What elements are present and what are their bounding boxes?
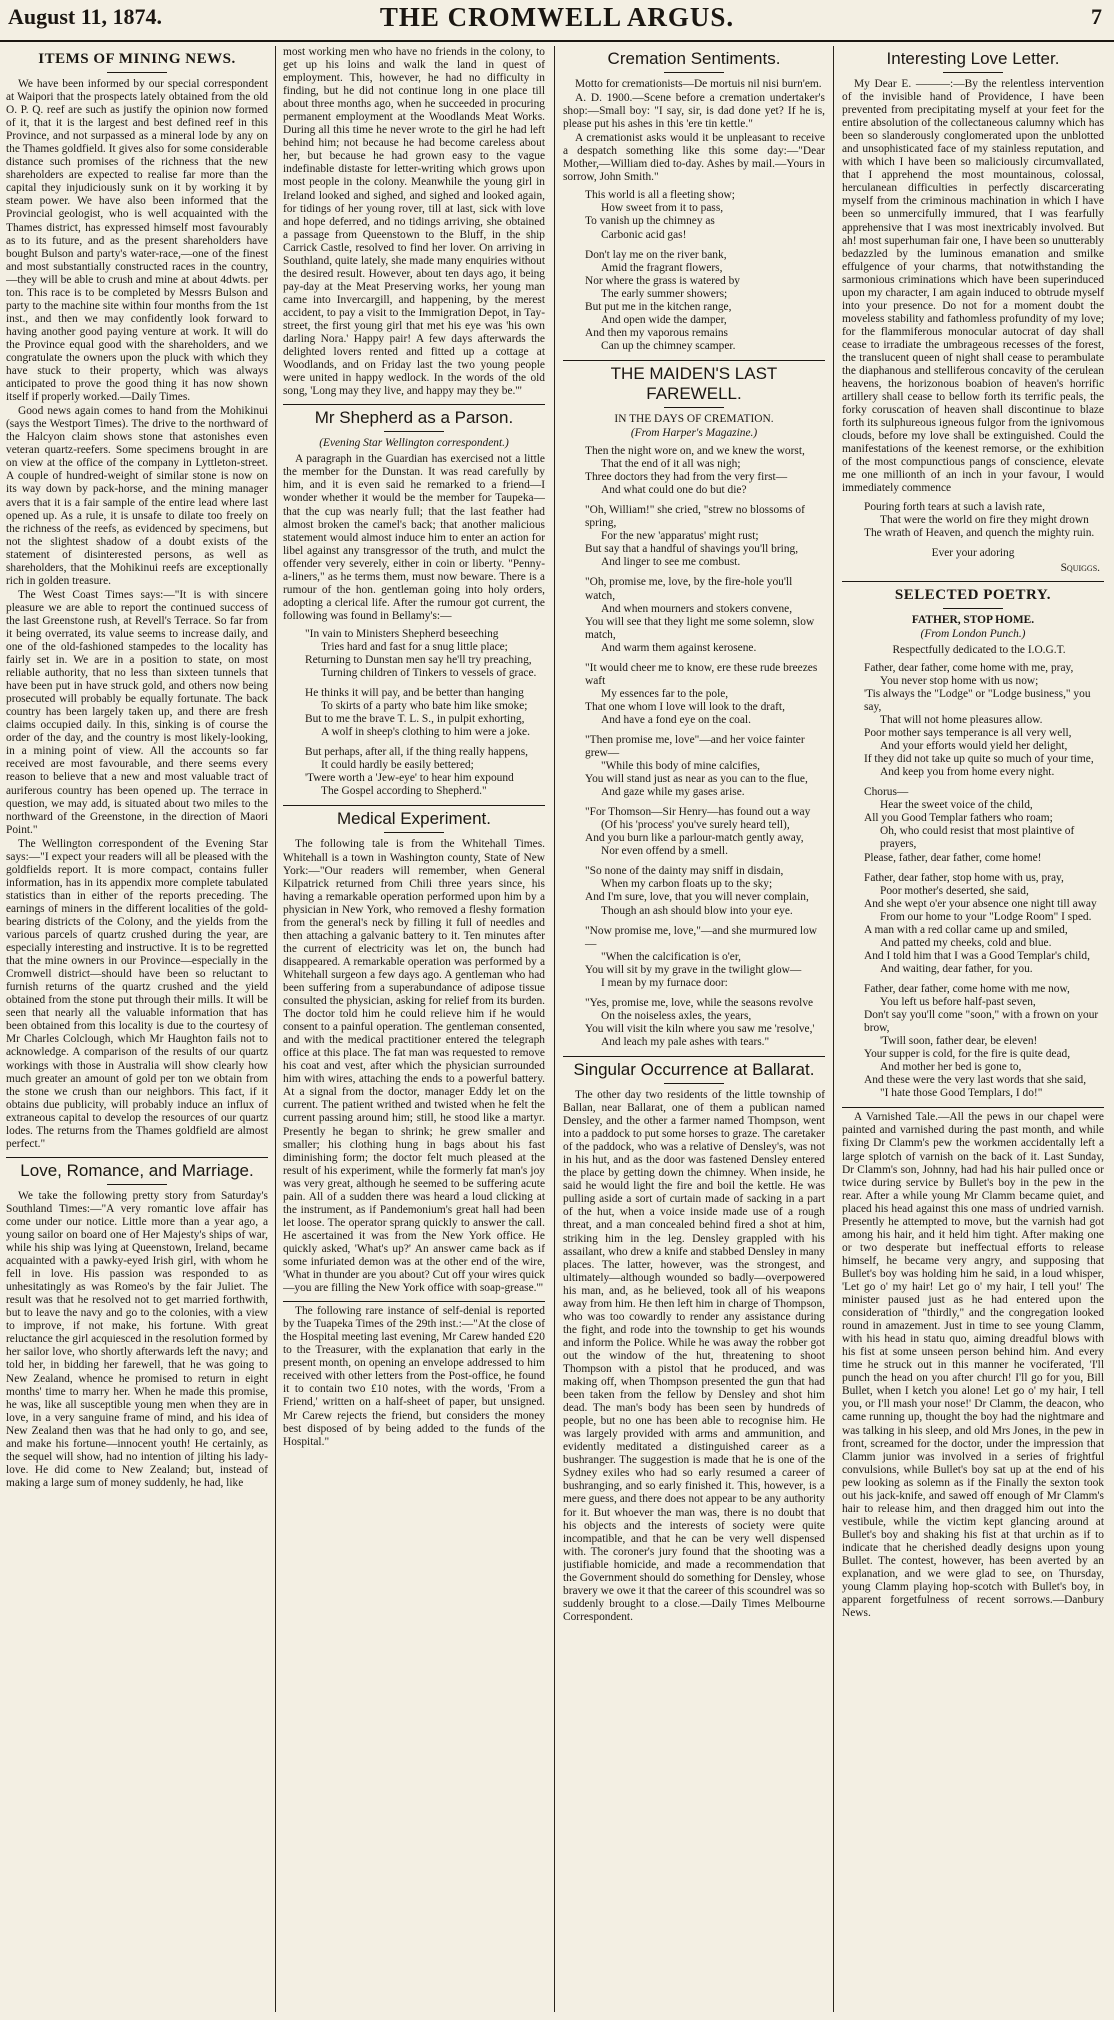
poem-line: That the end of it all was nigh; bbox=[601, 458, 741, 471]
poem-line: Amid the fragrant flowers, bbox=[601, 261, 723, 274]
article-subheading: (Evening Star Wellington correspondent.) bbox=[319, 437, 509, 450]
poem-line: To skirts of a party who bate him like smoke; bbox=[321, 700, 528, 713]
masthead bbox=[0, 0, 1114, 42]
poem-line: Hear the sweet voice of the child, bbox=[880, 799, 1033, 812]
heading-dash bbox=[664, 407, 724, 408]
poem-line: "Yes, promise me, love, while the seasons revolve bbox=[585, 996, 814, 1009]
poem-stanza bbox=[567, 925, 825, 990]
poem-line: And have a fond eye on the coal. bbox=[601, 713, 751, 726]
poem-line: Though an ash should blow into your eye. bbox=[601, 904, 793, 917]
poem-line: And you burn like a parlour-match gently away, bbox=[585, 832, 804, 845]
article-heading: Mr Shepherd as a Parson. bbox=[314, 408, 514, 428]
poem-line: You will see that they light me some solemn, slow match, bbox=[585, 615, 815, 641]
article-heading: Cremation Sentiments. bbox=[607, 49, 781, 68]
poem-line: If they did not take up quite so much of your time, bbox=[864, 753, 1094, 766]
article-heading: Interesting Love Letter. bbox=[886, 49, 1060, 68]
article bbox=[283, 805, 545, 1295]
poem-line: This world is all a fleeting show; bbox=[585, 189, 735, 202]
poem-stanza bbox=[567, 734, 825, 799]
poem-line: "It would cheer me to know, ere these rude breezes waft bbox=[585, 661, 818, 687]
article-heading: THE MAIDEN'S LAST FAREWELL. bbox=[610, 363, 778, 403]
column-4 bbox=[842, 46, 1104, 2012]
poem-line: And patted my cheeks, cold and blue. bbox=[880, 936, 1052, 949]
poem-line: He thinks it will pay, and be better than hanging bbox=[305, 687, 524, 700]
poem-line: How sweet from it to pass, bbox=[601, 202, 724, 215]
poem-line: "While this body of mine calcifies, bbox=[601, 760, 761, 773]
poem-line: But say that a handful of shavings you'll bring, bbox=[585, 543, 799, 556]
article-paragraph: The other day two residents of the little township of Ballan, near Ballarat, one of them a publican named Densley, and the other a farmer named Thompson, went into a paddock to put some horses to graze. The caretaker of the paddock, who was a relative of Densley's, was not in his hut, and as the door was fastened Densley entered the place by getting down the chimney. When inside, he said he would light the fire and boil the kettle. He was pulling aside a sort of curtain made of sacking in a part of the hut, when a voice inside made use of a rough threat, and a man concealed behind fired a shot at him, striking him in the leg. Densley grappled with his assailant, who drew a knife and stabbed Densley in many places. The latter, however, was the strongest, and ultimately—although wounded so badly—overpowered his man, and, as he believed, took all of his weapons away from him. He then left him in charge of Thompson, who was too cowardly to render any assistance during the fight, and rode into the township to get his wounds and inform the Police. While he was away the robber got out the window of the hut, threatening to shoot Thompson with a pistol that he produced, and was making off, when Thompson presented the gun that had been taken from the fellow by Densley and shot him dead. The man's body has been seen by hundreds of people, but no one has been able to recognise him. He was largely provided with arms and ammunition, and evidently meditated a distinguished career as a bushranger. The suggestion is made that he is one of the Sydney exiles who had so early resumed a career of bushranging, and so early finished it. This, however, is a mere guess, and there does not appear to be any authority for it. But whoever the man was, there is no doubt that his objects and the interests of society were quite incompatible, and that he can be very well dispensed with. The coroner's jury found that the shooting was a justifiable homicide, and made a recommendation that the Government should do something for Densley, whose bravery we owe it that the career of this scoundrel was so suddenly brought to a close.—Daily Times Melbourne Correspondent. bbox=[563, 1089, 825, 1623]
poem-line: To vanish up the chimney as bbox=[585, 215, 715, 228]
heading-dash bbox=[384, 431, 444, 432]
poem-line: Pouring forth tears at such a lavish rate, bbox=[864, 500, 1045, 513]
poem-line: Father, dear father, come home with me now, bbox=[864, 982, 1070, 995]
poem-line: For the new 'apparatus' might rust; bbox=[601, 530, 759, 543]
poem-line: The Gospel according to Shepherd." bbox=[321, 785, 487, 798]
issue-date: August 11, 1874. bbox=[8, 4, 163, 29]
dedication-line: Respectfully dedicated to the I.O.G.T. bbox=[892, 643, 1066, 656]
poem-line: And mother her bed is gone to, bbox=[880, 1061, 1022, 1074]
article-paragraph: We have been informed by our special correspondent at Waipori that the prospects lately obtained from the old O. P. Q. reef are such as justify the opinion now formed of it, that it is the largest and best defined reef in this Province, and not surpassed as a mineral lode by any on the Thames goldfield. It gives also for some considerable distance such promises of the richness that the new shareholders are expected to realise far more than the capital they injudiciously sunk on it by working it by steam power. We have also been informed that the Provincial geologist, who is well acquainted with the Thames district, has expressed himself most favourably as to its future, and as the present shareholders have bought Bulson and party's water-race,—one of the finest and most substantially constructed races in the country,—they will be able to crush and mine at about 4dwts. per ton. This race is to be completed by Messrs Bulson and party to the machine site within four months from the 1st inst., and then we may confidently look forward to having another good paying venture at work. It will do the Province equal good with the shareholders, and we congratulate the owners upon the pluck with which they have stuck to their property, which was always anticipated to prove the good thing it has now shown itself if properly worked.—Daily Times. bbox=[6, 78, 268, 404]
poem-line: From our home to your "Lodge Room" I sped. bbox=[880, 910, 1092, 923]
poem-line: "Then promise me, love"—and her voice fainter grew— bbox=[585, 733, 805, 760]
poem-line: Please, father, dear father, come home! bbox=[864, 851, 1042, 864]
poem-stanza bbox=[567, 806, 825, 858]
poem-line: You will stand just as near as you can to the flue, bbox=[585, 773, 808, 786]
poem-line: Poor mother says temperance is all very well, bbox=[864, 727, 1072, 740]
poem-line: Don't lay me on the river bank, bbox=[585, 248, 727, 261]
poem-line: Turning children of Tinkers to vessels of grace. bbox=[321, 667, 537, 680]
poem-stanza bbox=[567, 189, 825, 241]
heading-dash bbox=[107, 1184, 167, 1185]
article-paragraph: We take the following pretty story from Saturday's Southland Times:—"A very romantic love affair has come under our notice. Little more than a year ago, a young sailor on board one of Her Majesty's ships of war, while his ship was lying at Queenstown, Ireland, became acquainted with a pawky-eyed Irish girl, with whom he fell in love. His passion was responded to as unhesitatingly as was Romeo's by the fair Juliet. The result was that he resolved not to get married forthwith, but to leave the navy and go to the colonies, with a view to improve, if not make, his fortune. With great reluctance the girl acquiesced in the resolution formed by her sailor love, who shortly afterwards left the navy; and told her, in bidding her farewell, that he was going to New Zealand, whence he promised to return in eight months' time to marry her. When he made this promise, he was, like all susceptible young men when they are in love, in a very sanguine frame of mind, and his idea of New Zealand then was that he had only to go, and see, and make his fortune—innocent youth! He certainly, as the sequel will show, had no intention of jilting his lady-love. He did come to New Zealand; but, instead of making a large sum of money suddenly, he had, like bbox=[6, 1189, 268, 1489]
article-paragraph: The following tale is from the Whitehall Times. Whitehall is a town in Washington county, State of New York:—"Our readers will remember, when General Kilpatrick returned from Chili three years since, his having a remarkable operation performed upon him by a physician in New York, who removed a fleshy formation from the general's neck by filling it full of needles and then attaching a galvanic battery to it. Ten minutes after the current of electricity was let on, the bunch had disappeared. A remarkable operation was performed by a Whitehall surgeon a few days ago. A gentleman who had been suffering from a superabundance of adipose tissue consulted the physician, asking for relief from its burden. The doctor told him he could relieve him if he would consent to a painful operation. The gentleman consented, and with the medical practitioner entered the telegraph office at this place. The fat man was requested to remove his coat and vest, after which the physician surrounded him with wires, attaching the ends to a powerful battery. At a signal from the doctor, manager Eddy let on the current. The patient writhed and twisted when he felt the current passing around him; still, he stood like a martyr. Presently he began to shrink; he grew smaller and smaller; his clothing hung in bags about his fast diminishing form; the doctor felt much pleased at the result of his experiment, while the formerly fat man's joy was very great, although he seemed to be suffering acute pain. All of a sudden there was heard a loud clicking at the instrument, as if Pandemonium's great hall had been let loose. The operator sprang quickly to answer the call. He ascertained it was from the New York office. He quickly asked, 'What's up?' An answer came back as if some infuriated demon was at the other end of the wire, 'What in thunder are you about? Cut off your wires quick—you are filling the New York office with soap-grease.'" bbox=[283, 838, 545, 1295]
article bbox=[6, 49, 268, 1151]
poem-stanza bbox=[846, 501, 1104, 540]
poem-line: Your supper is cold, for the fire is quite dead, bbox=[864, 1048, 1071, 1061]
poem-line: Don't say you'll come "soon," with a frown on your brow, bbox=[864, 1009, 1099, 1035]
poem-stanza bbox=[287, 746, 545, 798]
poem-line: You never stop home with us now; bbox=[880, 674, 1039, 687]
poem-line: "Oh, promise me, love, by the fire-hole you'll watch, bbox=[585, 576, 793, 602]
article-divider bbox=[842, 1107, 1104, 1108]
poem-line: Chorus— bbox=[864, 786, 909, 799]
article-heading: SELECTED POETRY. bbox=[894, 586, 1052, 603]
poem-line: A man with a red collar came up and smiled, bbox=[864, 923, 1068, 936]
article bbox=[283, 46, 545, 398]
article-divider bbox=[563, 1056, 825, 1057]
poem-stanza bbox=[846, 983, 1104, 1100]
poem-line: "When the calcification is o'er, bbox=[601, 950, 742, 963]
poem-stanza bbox=[567, 662, 825, 727]
article bbox=[6, 1157, 268, 1490]
article-paragraph: The Wellington correspondent of the Evening Star says:—"I expect your readers will all be pleased with the goldfields report. It is more compact, contains fuller information, has in its appendix more complete tabulated statistics than in either of the reports preceding. The earnings of miners in the different localities of the gold-bearing districts of the Colony, and the yields from the various parcels of quartz crushed during the year, are especially interesting and instructive. It is to be regretted that the mine owners in our Province—especially in the Cromwell district—should have been so reluctant to furnish returns of the quartz crushed and the yield obtained from the stone put through their mills. It will be seen that nearly all the valuable information that has been obtained from this locality is due to the courtesy of Mr Charles Colclough, which Mr Haughton fails not to acknowledge. A comparison of the results of our quartz workings with those in Australia will show clearly how much greater an amount of gold per ton we obtain from the stone we crush than our neighbors. This fact, if it obtains due publicity, will probably induce an influx of extraneous capital to develop the resources of our quartz lodes. The returns from the Thames goldfield are almost perfect." bbox=[6, 837, 268, 1150]
article-paragraph: The following rare instance of self-denial is reported by the Tuapeka Times of the 29th inst.:—"At the close of the Hospital meeting last evening, Mr Carew handed £20 to the Treasurer, with the explanation that early in the present month, on opening an envelope addressed to him received with other letters from the Post-office, he found it to contain two £10 notes, with the words, 'From a Friend,' written on a half-sheet of paper, but unsigned. Mr Carew rejects the friend, but considers the money best disposed of by being added to the funds of the Hospital." bbox=[283, 1305, 545, 1448]
article-subheading: IN THE DAYS OF CREMATION. bbox=[614, 412, 774, 425]
column-rule bbox=[275, 46, 276, 2012]
poem-stanza bbox=[287, 628, 545, 680]
poem-line: And I told him that I was a Good Templar's child, bbox=[864, 949, 1090, 962]
column-2 bbox=[283, 46, 545, 2012]
poem-stanza bbox=[567, 997, 825, 1049]
poem-line: Tries hard and fast for a snug little place; bbox=[321, 640, 508, 653]
poem-line: "I hate those Good Templars, I do!" bbox=[880, 1087, 1043, 1100]
article-divider bbox=[563, 360, 825, 361]
heading-dash bbox=[943, 608, 1003, 609]
poem bbox=[846, 662, 1104, 1101]
poem-line: "So none of the dainty may sniff in disdain, bbox=[585, 865, 784, 878]
article-paragraph: Good news again comes to hand from the Mohikinui (says the Westport Times). The drive to the northward of the Halcyon claim shows stone that astonishes even veteran quartz-reefers. Some specimens brought in are on view at the office of the company in Lyttleton-street. A couple of hundred-weight of similar stone is now on its way down by pack-horse, and the mining manager avers that it is a fair sample of the entire lead where last opened up. As a rule, it is unsafe to dilate too freely on the richness of the reefs, as evidenced by specimens, but not the slightest shadow of a doubt exists of the statement of disinterested persons, as well as shareholders, that the Mohikinui reefs are exceptionally rich in golden treasure. bbox=[6, 405, 268, 587]
column-rule bbox=[554, 46, 555, 2012]
poem-line: When my carbon floats up to the sky; bbox=[601, 878, 773, 891]
poem-line: My essences far to the pole, bbox=[601, 687, 729, 700]
article-paragraph: A cremationist asks would it be unpleasant to receive a despatch something like this some day:—"Dear Mother,—William died to-day. Ashes by mail.—Yours in sorrow, John Smith." bbox=[563, 132, 825, 184]
poem-line: A wolf in sheep's clothing to him were a joke. bbox=[321, 726, 530, 739]
article bbox=[563, 1056, 825, 1624]
column-3 bbox=[563, 46, 825, 2012]
article bbox=[842, 581, 1104, 1101]
poem-line: That will not home pleasures allow. bbox=[880, 714, 1043, 727]
poem-stanza bbox=[846, 662, 1104, 779]
poem-line: And gaze while my gases arise. bbox=[601, 786, 745, 799]
heading-dash bbox=[384, 832, 444, 833]
article bbox=[283, 404, 545, 798]
letter-closing: Ever your adoring bbox=[931, 546, 1015, 559]
poem-line: "For Thomson—Sir Henry—has found out a way bbox=[585, 806, 811, 819]
article bbox=[842, 49, 1104, 575]
newspaper-title: THE CROMWELL ARGUS. bbox=[379, 2, 735, 32]
article bbox=[842, 1107, 1104, 1620]
article-divider bbox=[283, 805, 545, 806]
poem-line: But put me in the kitchen range, bbox=[585, 300, 732, 313]
poem-line: You will sit by my grave in the twilight glow— bbox=[585, 963, 802, 976]
poem-line: Father, dear father, stop home with us, pray, bbox=[864, 871, 1064, 884]
poem-line: The early summer showers; bbox=[601, 287, 728, 300]
poem-line: "Now promise me, love,"—and she murmured low— bbox=[585, 924, 818, 950]
poem-line: And I'm sure, love, that you will never complain, bbox=[585, 891, 809, 904]
poem-stanza bbox=[846, 786, 1104, 864]
poem-line: All you Good Templar fathers who roam; bbox=[864, 812, 1053, 825]
poem-line: And what could one do but die? bbox=[601, 484, 747, 497]
poem-line: And linger to see me combust. bbox=[601, 556, 741, 569]
poem-line: And warm them against kerosene. bbox=[601, 641, 757, 654]
poem bbox=[287, 628, 545, 799]
poem-line: That one whom I love will look to the draft, bbox=[585, 700, 785, 713]
poem bbox=[567, 445, 825, 1049]
poem-line: And waiting, dear father, for you. bbox=[880, 962, 1033, 975]
poem-line: And open wide the damper, bbox=[601, 313, 727, 326]
poem-line: You will visit the kiln where you saw me 'resolve,' bbox=[585, 1022, 815, 1035]
poem-line: Then the night wore on, and we knew the worst, bbox=[585, 445, 805, 458]
poem-line: I mean by my furnace door: bbox=[601, 976, 728, 989]
article-divider bbox=[283, 1301, 545, 1302]
poem-line: Three doctors they had from the very first— bbox=[585, 471, 788, 484]
article-paragraph: Motto for cremationists—De mortuis nil nisi burn'em. bbox=[575, 78, 822, 90]
poem bbox=[846, 501, 1104, 540]
poem-line: And leach my pale ashes with tears." bbox=[601, 1035, 770, 1048]
poem-stanza bbox=[287, 687, 545, 739]
article-paragraph: most working men who have no friends in the colony, to get up his loins and walk the land in quest of employment. This, however, he had no difficulty in finding, but he did not continue long in one place till about three months ago, when he succeeded in procuring permanent employment at the Woodlands Meat Works. During all this time he never wrote to the girl he had left behind him; not because he had become careless about her, but because he had grown easy to the vague indefinable distaste for letter-writing which grows upon most people in the colony. Meanwhile the young girl in Ireland looked and sighed, and sighed and looked again, for tidings of her young rover, till at last, sick with love and hope deferred, and no tidings arriving, she obtained a passage from Queenstown to the Bluff, in the ship Carrick Castle, resolved to find her lover. On arriving in Southland, quite lately, she made many enquiries without the desired result. However, about ten days ago, it being pay-day at the Meat Preserving works, her young man came into Invercargill, and happening, by the merest accident, to pay a visit to the Immigration Depot, in Tay-street, the first young girl that met his eye was 'his own darling Nora.' Happy pair! A few days afterwards the delighted lovers rented and fitted up a cottage at Woodlands, and on Friday last the two young people were united in happy wedlock. In the words of the old song, 'Long may they live, and happy may they be.'" bbox=[283, 46, 545, 398]
poem-stanza bbox=[567, 445, 825, 497]
poem-line: Nor even offend by a smell. bbox=[601, 845, 728, 858]
heading-dash bbox=[943, 72, 1003, 73]
article-heading: Love, Romance, and Marriage. bbox=[20, 1160, 254, 1180]
poem-line: And then my vaporous remains bbox=[585, 326, 728, 339]
poem-line: Can up the chimney scamper. bbox=[601, 339, 736, 352]
article-paragraph: A. D. 1900.—Scene before a cremation undertaker's shop:—Small boy: "I say, sir, is dad done yet? If he is, please put his ashes in this 'ere tin kettle." bbox=[563, 92, 825, 131]
letter-signature: Squiggs. bbox=[1060, 561, 1100, 574]
poem-line: That were the world on fire they might drown bbox=[880, 513, 1089, 526]
article-paragraph: The West Coast Times says:—"It is with sincere pleasure we are able to report the continued success of the last Greenstone rush, at Revell's Terrace. So far from it being overrated, its value seems to increase daily, and one of the old-fashioned stampedes to the locality has fairly set in. We are in a position to state, on most reliable authority, that no less than sixteen tunnels that have been put in have struck gold, and others now being prosecuted will probably be equally fortunate. The back country has been largely taken up, and there are fresh claims occupied daily. In this, sinking is of course the order of the day, and the country is most likely-looking, in a mining point of view. All the accounts so far received are most favourable, and there seems every reason to believe that a new and most valuable tract of auriferous country has been opened up. The terrace in question, we may add, is situated about two miles to the northward of the Greenstone, in the direction of Maori Point." bbox=[6, 588, 268, 836]
heading-dash bbox=[664, 1083, 724, 1084]
heading-dash bbox=[107, 72, 167, 73]
article bbox=[283, 1301, 545, 1449]
poem-line: Poor mother's deserted, she said, bbox=[880, 884, 1029, 897]
poem-line: But perhaps, after all, if the thing really happens, bbox=[305, 746, 528, 759]
page-number: 7 bbox=[1091, 4, 1102, 29]
article-divider bbox=[842, 581, 1104, 582]
poem-line: The wrath of Heaven, and quench the mighty ruin. bbox=[864, 526, 1095, 539]
article-heading: Singular Occurrence at Ballarat. bbox=[573, 1060, 815, 1079]
article-heading: Medical Experiment. bbox=[336, 809, 491, 829]
poem-line: "In vain to Ministers Shepherd beseeching bbox=[305, 627, 499, 640]
article bbox=[563, 49, 825, 353]
article-paragraph: My Dear E. ———:—By the relentless intervention of the invisible hand of Providence, I have been prevented from precipitating myself at your feet for the entire absolution of the collectaneous calumny which has been so slanderously conglomerated upon the unblotted and unsophisticated face of my stainless reputation, and with which I have been so maliciously circumvallated, that I apprehend the most mountainous, colossal, herculanean difficulties in perfectly discarcerating myself from the criminous machination in which I have been so unmercifully immured, that I was fearfully apprehensive that I was most inextricably involved. But ah! most superhuman fair one, I have been so unutterably bedazzled by the luminous emanation and smilke effulgence of your charms, that notwithstanding the sarmonious criminations which have been superinduced upon my character, I am again induced to obtrude myself into your presence. Do not for a moment doubt the moveless stability and fathomless profundity of my love; for the flammiferous monocular autocrat of day shall cease to irradiate the umbrageous recesses of the forest, the translucent queen of night shall cease to perambulate the diaphanous and stelliferous concavity of the cerulean heavens, the horizonous boabion of heaven's horrific artillery shall cease to bellow forth its terrific peals, the forky coruscation of heaven shall discontinue to blaze forth its sulphureous igneous fulgor from the ignivomous clouds, before my love shall be extinguished. Could the manifestations of the keenest remorse, or the exhibition of the most compunctious pangs of conscience, elevate me one millionth of an inch in your favour, I would immediately commence bbox=[842, 78, 1104, 495]
column-rule bbox=[833, 46, 834, 2012]
article bbox=[563, 360, 825, 1049]
poem-line: 'Twill soon, father dear, be eleven! bbox=[880, 1035, 1038, 1048]
article-divider bbox=[283, 404, 545, 405]
poem-line: And these were the very last words that she said, bbox=[864, 1074, 1087, 1087]
article-source: (From London Punch.) bbox=[920, 627, 1026, 640]
poem-line: Returning to Dunstan men say he'll try preaching, bbox=[305, 654, 532, 667]
article-source: (From Harper's Magazine.) bbox=[630, 426, 758, 439]
poem-line: 'Twere worth a 'Jew-eye' to hear him expound bbox=[305, 772, 514, 785]
poem-line: And she wept o'er your absence one night till away bbox=[864, 897, 1097, 910]
poem-line: And keep you from home every night. bbox=[880, 766, 1055, 779]
poem-stanza bbox=[567, 865, 825, 917]
poem-stanza bbox=[567, 504, 825, 569]
poem-line: Oh, who could resist that most plaintive of prayers, bbox=[880, 825, 1075, 851]
poem-line: And your efforts would yield her delight, bbox=[880, 740, 1068, 753]
poem-line: Carbonic acid gas! bbox=[601, 228, 687, 241]
poem-line: On the noiseless axles, the years, bbox=[601, 1009, 752, 1022]
poem-stanza bbox=[567, 576, 825, 654]
article-paragraph: A Varnished Tale.—All the pews in our chapel were painted and varnished during the past month, and while fixing Dr Clamm's pew the workmen accidentally left a large splotch of varnish on the back of it. Last Sunday, Dr Clamm's son, Johnny, had had his hair pulled once or twice during service by Bullet's boy in the pew in the rear. After a while young Mr Clamm became quiet, and placed his head against this one mass of undried varnish. Presently he attempted to move, but the varnish had got among his hair, and it held him tight. After making one or two desperate but ineffectual efforts to release himself, he became very angry, and supposing that Bullet's boy was holding him he said, in a loud whisper, 'Let go o' my hair! Let go o' my hair, I tell you!' The minister paused just as he had entered upon the consideration of "thirdly," and the congregation looked round in amazement. Just in time to see young Clamm, with his head in statu quo, aiming dreadful blows with his fist at some unseen person behind him. And every time he struck out in this manner he vociferated, 'I'll punch the head on you after church! I'll go for you, Bill Bullet, when I ketch you alone! Let go o' my hair, I tell you, or I'll mash your nose!' Dr Clamm, the deacon, who came running up, thought the boy had the nightmare and was talking in his sleep, and old Mrs Jones, in the pew in front, screamed for the doctor, under the impression that Clamm junior was involved in a series of frightful convulsions, while Bullet's boy sat up at the end of his pew looking as solemn as if the Finally the sexton took out his jack-knife, and sawed off enough of Mr Clamm's hair to release him, and then dragged him out into the vestibule, while the victim kept glancing around at Bullet's boy and shaking his fist at that urchin as if to indicate that he cherished deadly designs upon young Bullet. The contest, however, has been averted by an explanation, and we were glad to see, on Thursday, young Clamm playing hop-scotch with Bullet's boy, in apparent forgetfulness of recent sorrows.—Danbury News. bbox=[842, 1111, 1104, 1620]
article-heading: ITEMS OF MINING NEWS. bbox=[38, 51, 236, 67]
poem-line: And when mourners and stokers convene, bbox=[601, 602, 793, 615]
article-divider bbox=[6, 1157, 268, 1158]
poem-line: It could hardly be easily bettered; bbox=[321, 759, 474, 772]
heading-dash bbox=[664, 72, 724, 73]
poem-line: "Oh, William!" she cried, "strew no blossoms of spring, bbox=[585, 504, 805, 530]
column-1 bbox=[6, 46, 268, 2012]
poem-stanza bbox=[567, 249, 825, 353]
poem-line: (Of his 'process' you've surely heard tell), bbox=[601, 819, 790, 832]
poem-line: 'Tis always the "Lodge" or "Lodge business," you say, bbox=[864, 687, 1091, 714]
poem-line: You left us before half-past seven, bbox=[880, 996, 1036, 1008]
poem-stanza bbox=[846, 872, 1104, 976]
article-subheading: FATHER, STOP HOME. bbox=[911, 613, 1035, 626]
poem-line: Father, dear father, come home with me, pray, bbox=[864, 661, 1074, 674]
poem-line: But to me the brave T. L. S., in pulpit exhorting, bbox=[305, 713, 525, 726]
poem-line: Nor where the grass is watered by bbox=[585, 274, 740, 287]
poem bbox=[567, 189, 825, 353]
article-paragraph: A paragraph in the Guardian has exercised not a little the member for the Dunstan. It was read carefully by him, and it is even said he remarked to a friend—I wonder whether it would be the member for Taupeka—that the cup was nearly full; that the last feather had almost broken the camel's back; that another malicious statement would almost induce him to enter an action for libel against any transgressor of the truth, and mulct the offender very severely, either in coin or liberty. "Penny-a-liners," as he terms them, must now beware. There is a rumour of the hon. gentleman going into holy orders, adopting a clerical life. After the rumour got current, the following was found in Bellamy's:— bbox=[283, 453, 545, 622]
